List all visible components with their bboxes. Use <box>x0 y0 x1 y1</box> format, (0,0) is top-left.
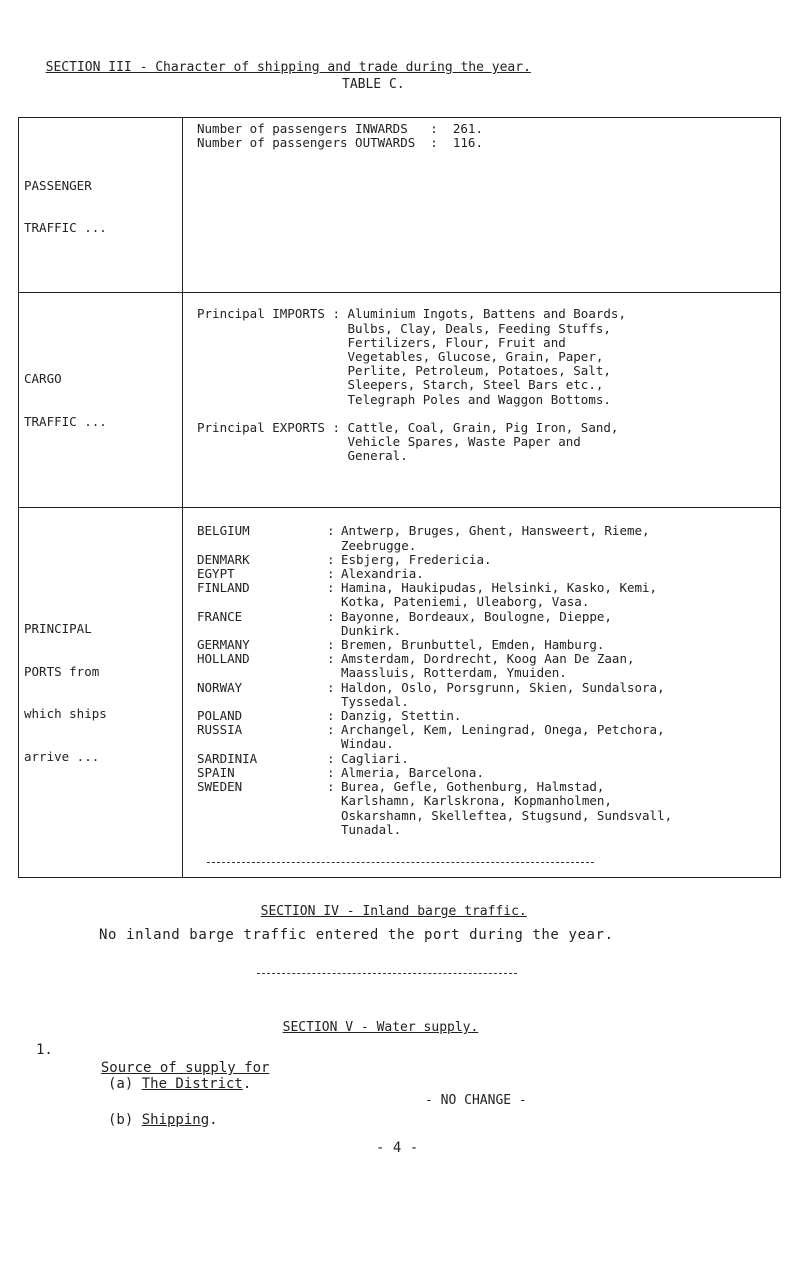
item-a-label: The District <box>141 1076 243 1092</box>
port-country: GERMANY <box>197 637 250 653</box>
port-list: Antwerp, Bruges, Ghent, Hansweert, Rieme, Zeebrugge. <box>341 523 650 553</box>
ports-content <box>183 508 781 878</box>
port-separator: : <box>327 764 335 780</box>
water-item-label <box>84 1041 269 1077</box>
divider <box>207 862 594 863</box>
label-line: TRAFFIC ... <box>24 220 107 236</box>
section-iii-title-text: SECTION III - Character of shipping and trade during the year. <box>45 60 531 75</box>
exports <box>197 421 780 464</box>
port-list: Haldon, Oslo, Porsgrunn, Skien, Sundalsora, Tyssedal. <box>341 679 665 709</box>
label-line: which ships <box>24 706 107 722</box>
port-separator: : <box>327 651 335 667</box>
exports-line: General. <box>347 448 408 464</box>
water-item-a <box>108 1075 251 1093</box>
port-separator: : <box>327 566 335 582</box>
section-v-title <box>267 1004 478 1036</box>
port-separator: : <box>327 750 335 766</box>
imports-line: Perlite, Petroleum, Potatoes, Salt, <box>347 363 611 379</box>
port-country: SPAIN <box>197 764 235 780</box>
imports-line: Telegraph Poles and Waggon Bottoms. <box>347 391 611 407</box>
port-country: FRANCE <box>197 608 243 624</box>
port-list: Cagliari. <box>341 750 409 766</box>
passenger-content <box>183 118 781 293</box>
label-line: TRAFFIC ... <box>24 413 107 429</box>
port-list: Amsterdam, Dordrecht, Koog Aan De Zaan, Maassluis, Rotterdam, Ymuiden. <box>341 651 635 681</box>
ports-list <box>197 524 780 836</box>
imports-line: Bulbs, Clay, Deals, Feeding Stuffs, <box>347 320 611 336</box>
exports-line: Vehicle Spares, Waste Paper and <box>347 434 581 450</box>
item-b-prefix: (b) <box>108 1112 142 1128</box>
port-separator: : <box>327 779 335 795</box>
water-item-b <box>108 1111 218 1129</box>
port-separator: : <box>327 580 335 596</box>
imports-line: Fertilizers, Flour, Fruit and <box>347 334 566 350</box>
port-list: Bayonne, Bordeaux, Boulogne, Dieppe, Dunkirk. <box>341 608 612 638</box>
divider <box>257 973 517 974</box>
section-iv-title <box>245 888 527 920</box>
section-v-title-text: SECTION V - Water supply. <box>282 1020 479 1035</box>
item-a-suffix: . <box>242 1076 252 1092</box>
imports-label: Principal IMPORTS : <box>197 306 348 322</box>
imports-line: Aluminium Ingots, Battens and Boards, <box>347 306 626 322</box>
exports-line: Cattle, Coal, Grain, Pig Iron, Sand, <box>347 419 619 435</box>
imports-line: Sleepers, Starch, Steel Bars etc., <box>347 377 604 393</box>
item-a-prefix: (a) <box>108 1076 142 1092</box>
port-country: FINLAND <box>197 580 250 596</box>
passengers-outwards: Number of passengers OUTWARDS : 116. <box>197 135 483 151</box>
cargo-content <box>183 293 781 508</box>
water-item-number: 1. <box>36 1042 53 1058</box>
imports <box>197 307 780 406</box>
item-b-label: Shipping <box>141 1112 210 1128</box>
port-separator: : <box>327 722 335 738</box>
page-number: - 4 - <box>376 1140 419 1156</box>
ports-row <box>19 508 781 878</box>
port-separator: : <box>327 679 335 695</box>
port-separator: : <box>327 551 335 567</box>
label-line: PASSENGER <box>24 177 92 193</box>
port-separator: : <box>327 523 335 539</box>
table-c <box>18 117 781 878</box>
port-list: Esbjerg, Fredericia. <box>341 551 492 567</box>
item-b-suffix: . <box>209 1112 218 1128</box>
section-iv-title-text: SECTION IV - Inland barge traffic. <box>260 904 527 919</box>
passengers-inwards: Number of passengers INWARDS : 261. <box>197 121 483 136</box>
cargo-row <box>19 293 781 508</box>
section-iii-title <box>30 44 531 76</box>
passenger-row <box>19 118 781 293</box>
port-country: SARDINIA <box>197 750 258 766</box>
port-country: EGYPT <box>197 566 235 582</box>
water-item-label-text: Source of supply for <box>100 1060 270 1076</box>
port-country: RUSSIA <box>197 722 243 738</box>
imports-line: Vegetables, Glucose, Grain, Paper, <box>347 349 604 365</box>
label-line: PORTS from <box>24 663 100 679</box>
table-title: TABLE C. <box>342 77 405 92</box>
label-line: CARGO <box>24 371 62 387</box>
no-change-note: - NO CHANGE - <box>425 1093 527 1108</box>
port-list: Hamina, Haukipudas, Helsinki, Kasko, Kemi, Kotka, Pateniemi, Uleaborg, Vasa. <box>341 580 658 610</box>
label-line: PRINCIPAL <box>24 620 92 636</box>
port-list: Archangel, Kem, Leningrad, Onega, Petchora, Windau. <box>341 722 665 752</box>
port-country: POLAND <box>197 708 243 724</box>
port-list: Danzig, Stettin. <box>341 708 462 724</box>
port-list: Burea, Gefle, Gothenburg, Halmstad, Karlshamn, Karlskrona, Kopmanholmen, Oskarshamn, Skelleftea, Stugsund, Sundsvall, Tunadal. <box>341 779 673 837</box>
port-list: Almeria, Barcelona. <box>341 764 484 780</box>
port-country: DENMARK <box>197 551 250 567</box>
port-separator: : <box>327 708 335 724</box>
port-separator: : <box>327 637 335 653</box>
label-line: arrive ... <box>24 748 100 764</box>
port-country: HOLLAND <box>197 651 250 667</box>
port-list: Alexandria. <box>341 566 424 582</box>
port-separator: : <box>327 608 335 624</box>
ports-label <box>19 508 183 878</box>
exports-label: Principal EXPORTS : <box>197 419 348 435</box>
port-country: NORWAY <box>197 679 243 695</box>
port-list: Bremen, Brunbuttel, Emden, Hamburg. <box>341 637 605 653</box>
section-iv-text: No inland barge traffic entered the port during the year. <box>99 927 614 943</box>
cargo-label <box>19 293 183 508</box>
port-country: SWEDEN <box>197 779 243 795</box>
port-country: BELGIUM <box>197 523 250 539</box>
passenger-label <box>19 118 183 293</box>
